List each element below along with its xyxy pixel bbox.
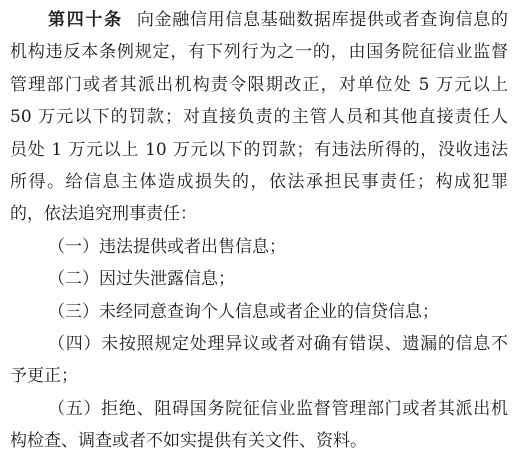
article-text: 机构违反本条例规定，有下列行为之一的，由国务院征信业监督 [10, 42, 508, 63]
list-item-2: （二）因过失泄露信息； [48, 269, 235, 290]
list-item-5: （五）拒绝、阻碍国务院征信业监督管理部门或者其派出机 [48, 398, 508, 419]
article-text: 员处 1 万元以上 10 万元以下的罚款；有违法所得的，没收违法 [10, 139, 508, 160]
list-item-4-continued: 予更正； [10, 366, 78, 387]
article-number: 第四十条 [48, 10, 123, 30]
list-item-1: （一）违法提供或者出售信息； [48, 236, 286, 257]
article-text: 所得。给信息主体造成损失的，依法承担民事责任；构成犯罪 [10, 171, 508, 192]
list-item-3: （三）未经同意查询个人信息或者企业的信贷信息； [48, 301, 439, 322]
article-text: 的，依法追究刑事责任： [10, 204, 197, 225]
list-item-4: （四）未按照规定处理异议或者对确有错误、遗漏的信息不 [48, 333, 508, 354]
article-first-line [10, 4, 508, 36]
article-text: 向金融信用信息基础数据库提供或者查询信息的 [136, 10, 509, 30]
list-item-5-continued: 构检查、调查或者不如实提供有关文件、资料。 [10, 431, 367, 452]
article-text: 50 万元以下的罚款；对直接负责的主管人员和其他直接责任人 [10, 107, 508, 128]
article-text: 管理部门或者其派出机构责令限期改正，对单位处 5 万元以上 [10, 74, 508, 95]
